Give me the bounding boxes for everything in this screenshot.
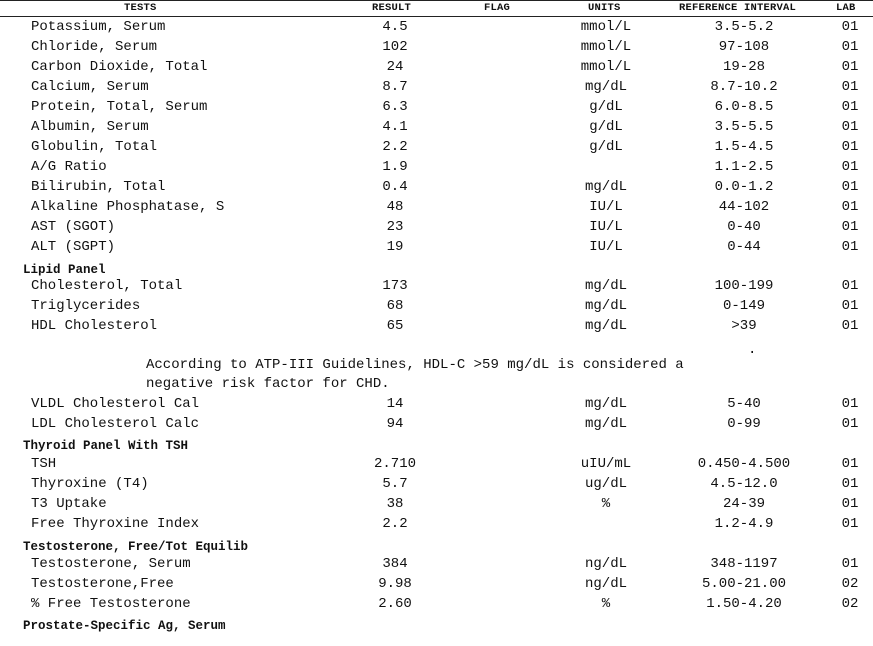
result-row [0, 17, 873, 37]
lab-code: 01 [841, 318, 859, 334]
reference-interval: 97-108 [718, 39, 770, 55]
result-row [0, 237, 873, 257]
lab-code: 01 [841, 19, 859, 35]
result-value: 94 [386, 416, 404, 432]
header-result: RESULT [372, 2, 412, 14]
units: IU/L [589, 239, 623, 255]
stray-mark: . [748, 342, 757, 358]
result-row [0, 276, 873, 296]
result-row [0, 414, 873, 434]
section-heading: Testosterone, Free/Tot Equilib [23, 540, 249, 554]
result-value: 2.2 [382, 516, 408, 532]
reference-interval: 6.0-8.5 [714, 99, 774, 115]
units: mg/dL [584, 416, 627, 432]
result-row [0, 217, 873, 237]
lab-code: 01 [841, 496, 859, 512]
test-name: LDL Cholesterol Calc [31, 416, 200, 432]
test-name: % Free Testosterone [31, 596, 191, 612]
result-value: 6.3 [382, 99, 408, 115]
reference-interval: 0.0-1.2 [714, 179, 774, 195]
reference-interval: 8.7-10.2 [710, 79, 778, 95]
lab-code: 01 [841, 99, 859, 115]
lab-code: 01 [841, 516, 859, 532]
reference-interval: >39 [731, 318, 757, 334]
test-name: ALT (SGPT) [31, 239, 116, 255]
reference-interval: 0-99 [727, 416, 761, 432]
result-row [0, 97, 873, 117]
result-value: 384 [382, 556, 408, 572]
result-value: 68 [386, 298, 404, 314]
units: g/dL [589, 119, 623, 135]
result-value: 173 [382, 278, 408, 294]
result-row [0, 594, 873, 614]
result-row [0, 574, 873, 594]
result-row [0, 474, 873, 494]
test-name: Triglycerides [31, 298, 141, 314]
result-value: 8.7 [382, 79, 408, 95]
lab-code: 01 [841, 456, 859, 472]
test-name: Calcium, Serum [31, 79, 149, 95]
test-name: HDL Cholesterol [31, 318, 158, 334]
reference-interval: 0-149 [722, 298, 765, 314]
result-value: 4.5 [382, 19, 408, 35]
header-units: UNITS [588, 2, 621, 14]
test-name: Free Thyroxine Index [31, 516, 200, 532]
result-row [0, 454, 873, 474]
lab-code: 01 [841, 278, 859, 294]
units: g/dL [589, 139, 623, 155]
result-value: 65 [386, 318, 404, 334]
header-lab: LAB [836, 2, 856, 14]
units: mg/dL [584, 278, 627, 294]
test-name: VLDL Cholesterol Cal [31, 396, 200, 412]
reference-interval: 0-44 [727, 239, 761, 255]
units: mg/dL [584, 179, 627, 195]
lab-code: 01 [841, 159, 859, 175]
result-value: 23 [386, 219, 404, 235]
units: IU/L [589, 199, 623, 215]
test-name: Thyroxine (T4) [31, 476, 149, 492]
section-heading: Thyroid Panel With TSH [23, 439, 189, 453]
units: % [601, 596, 611, 612]
section-heading: Lipid Panel [23, 263, 106, 277]
result-value: 19 [386, 239, 404, 255]
reference-interval: 3.5-5.2 [714, 19, 774, 35]
result-row [0, 117, 873, 137]
result-row [0, 137, 873, 157]
test-name: AST (SGOT) [31, 219, 116, 235]
result-row [0, 514, 873, 534]
test-name: T3 Uptake [31, 496, 107, 512]
lab-code: 01 [841, 219, 859, 235]
lab-code: 01 [841, 119, 859, 135]
result-row [0, 394, 873, 414]
units: ng/dL [584, 556, 627, 572]
result-value: 2.710 [373, 456, 416, 472]
result-value: 102 [382, 39, 408, 55]
lab-code: 01 [841, 59, 859, 75]
result-row [0, 177, 873, 197]
test-name: Testosterone, Serum [31, 556, 191, 572]
reference-interval: 24-39 [722, 496, 765, 512]
lab-code: 01 [841, 79, 859, 95]
reference-interval: 1.5-4.5 [714, 139, 774, 155]
units: mmol/L [580, 19, 632, 35]
result-value: 48 [386, 199, 404, 215]
result-value: 2.60 [378, 596, 412, 612]
reference-interval: 0.450-4.500 [697, 456, 791, 472]
reference-interval: 1.1-2.5 [714, 159, 774, 175]
reference-interval: 4.5-12.0 [710, 476, 778, 492]
test-name: Bilirubin, Total [31, 179, 166, 195]
result-row [0, 494, 873, 514]
test-name: TSH [31, 456, 57, 472]
test-name: A/G Ratio [31, 159, 107, 175]
reference-interval: 1.2-4.9 [714, 516, 774, 532]
reference-interval: 5-40 [727, 396, 761, 412]
result-value: 14 [386, 396, 404, 412]
test-name: Testosterone,Free [31, 576, 174, 592]
units: mmol/L [580, 59, 632, 75]
result-row [0, 77, 873, 97]
lab-code: 01 [841, 39, 859, 55]
lab-code: 01 [841, 396, 859, 412]
result-value: 5.7 [382, 476, 408, 492]
result-value: 9.98 [378, 576, 412, 592]
units: % [601, 496, 611, 512]
lab-code: 01 [841, 298, 859, 314]
units: g/dL [589, 99, 623, 115]
units: ug/dL [584, 476, 627, 492]
header-reference-interval: REFERENCE INTERVAL [679, 2, 797, 14]
units: mmol/L [580, 39, 632, 55]
lab-code: 02 [841, 576, 859, 592]
result-value: 1.9 [382, 159, 408, 175]
lab-code: 02 [841, 596, 859, 612]
lab-code: 01 [841, 556, 859, 572]
reference-interval: 0-40 [727, 219, 761, 235]
reference-interval: 348-1197 [710, 556, 778, 572]
result-row [0, 37, 873, 57]
lab-code: 01 [841, 179, 859, 195]
reference-interval: 5.00-21.00 [701, 576, 786, 592]
result-value: 2.2 [382, 139, 408, 155]
result-row [0, 316, 873, 336]
result-value: 4.1 [382, 119, 408, 135]
test-name: Cholesterol, Total [31, 278, 183, 294]
result-value: 0.4 [382, 179, 408, 195]
test-name: Globulin, Total [31, 139, 158, 155]
reference-interval: 100-199 [714, 278, 774, 294]
header-flag: FLAG [484, 2, 511, 14]
reference-interval: 44-102 [718, 199, 770, 215]
test-name: Chloride, Serum [31, 39, 158, 55]
lab-code: 01 [841, 139, 859, 155]
lab-code: 01 [841, 476, 859, 492]
reference-interval: 1.50-4.20 [706, 596, 782, 612]
test-name: Alkaline Phosphatase, S [31, 199, 225, 215]
units: mg/dL [584, 318, 627, 334]
result-row [0, 197, 873, 217]
result-row [0, 157, 873, 177]
units: IU/L [589, 219, 623, 235]
result-value: 24 [386, 59, 404, 75]
section-heading: Prostate-Specific Ag, Serum [23, 619, 226, 633]
lab-code: 01 [841, 416, 859, 432]
result-value: 38 [386, 496, 404, 512]
test-name: Protein, Total, Serum [31, 99, 208, 115]
lab-code: 01 [841, 239, 859, 255]
units: uIU/mL [580, 456, 632, 472]
lab-code: 01 [841, 199, 859, 215]
guideline-note-line: According to ATP-III Guidelines, HDL-C >59 mg/dL is considered a [146, 357, 684, 373]
units: mg/dL [584, 79, 627, 95]
test-name: Carbon Dioxide, Total [31, 59, 208, 75]
units: mg/dL [584, 298, 627, 314]
test-name: Albumin, Serum [31, 119, 149, 135]
reference-interval: 19-28 [722, 59, 765, 75]
result-row [0, 57, 873, 77]
units: mg/dL [584, 396, 627, 412]
result-row [0, 554, 873, 574]
reference-interval: 3.5-5.5 [714, 119, 774, 135]
test-name: Potassium, Serum [31, 19, 166, 35]
guideline-note-line: negative risk factor for CHD. [146, 376, 390, 392]
units: ng/dL [584, 576, 627, 592]
result-row [0, 296, 873, 316]
header-tests: TESTS [124, 2, 157, 14]
